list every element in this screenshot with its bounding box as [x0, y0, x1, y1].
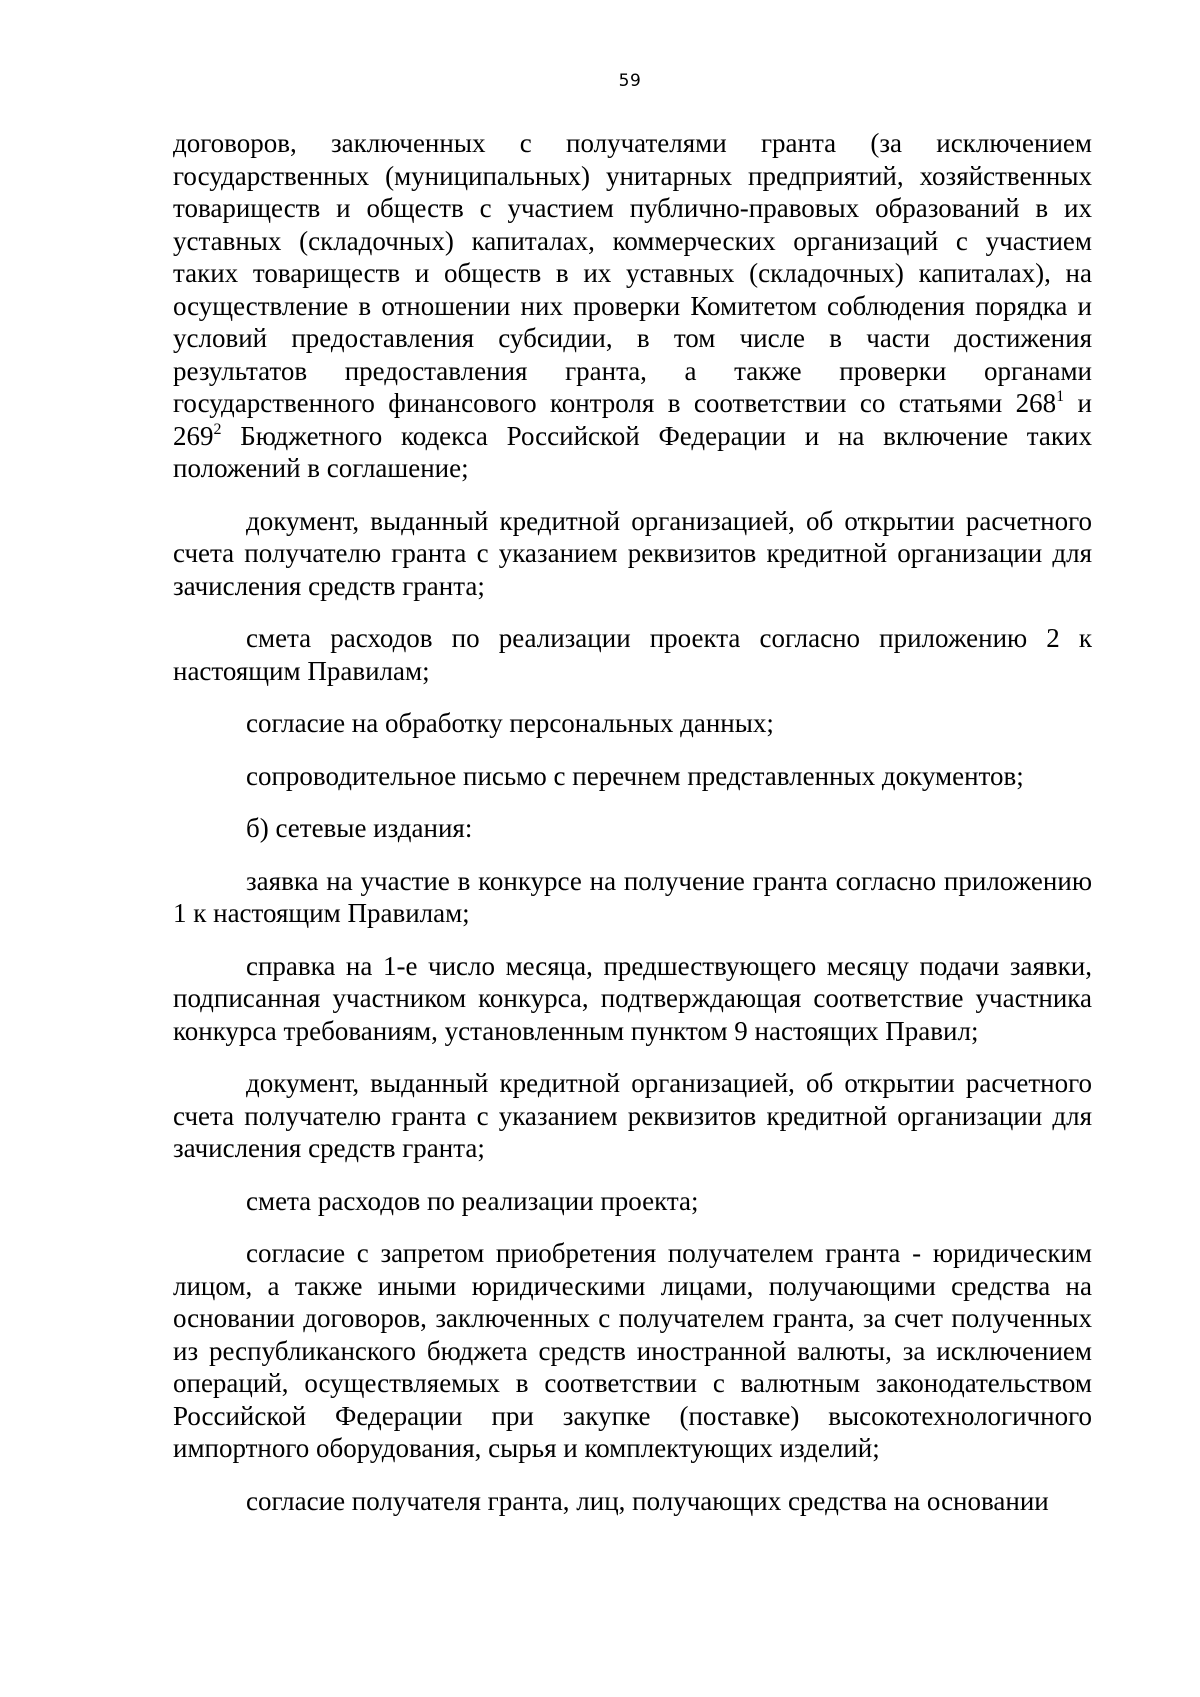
paragraph-bank-document-2: документ, выданный кредитной организацией, об открытии расчетного счета получателю гранта с указанием реквизитов кредитной организации для зачисления средств гранта; — [173, 1068, 1092, 1163]
page-number: 59 — [618, 71, 642, 91]
paragraph-currency-consent: согласие с запретом приобретения получателем гранта - юридическим лицом, а также иными юридическими лицами, получающими средства на основании договоров, заключенных с получателем гранта, за счет полученных из республиканского бюджета средств иностранной валюты, за исключением операций, осуществляемых в соответствии с валютным законодательством Российской Федерации при закупке (поставке) высокотехнологичного импортного оборудования, сырья и комплектующих изделий; — [173, 1238, 1092, 1463]
paragraph-section-heading: б) сетевые издания: — [246, 813, 473, 843]
text-segment: и 269 — [173, 388, 1092, 451]
paragraph-personal-data-consent: согласие на обработку персональных данных; — [246, 708, 774, 738]
text-segment: Бюджетного кодекса Российской Федерации и на включение таких положений в соглашение; — [173, 420, 1092, 483]
paragraph-continuation — [173, 127, 1092, 485]
paragraph-cost-estimate-2: смета расходов по реализации проекта; — [246, 1185, 699, 1216]
paragraph-application: заявка на участие в конкурсе на получение гранта согласно приложению 1 к настоящим Правилам; — [173, 865, 1092, 928]
document-body — [173, 127, 1092, 1517]
text-segment: договоров, заключенных с получателями гранта (за исключением государственных (муниципальных) унитарных предприятий, хозяйственных товариществ и обществ с участием публично-правовых образований в их уставных (складочных) капиталах, коммерческих организаций с участием таких товариществ и обществ в их уставных (складочных) капиталах), на осуществление в отношении них проверки Комитетом соблюдения порядка и условий предоставления субсидии, в том числе в части достижения результатов предоставления гранта, а также проверки органами государственного финансового контроля в соответствии со статьями 268 — [173, 128, 1092, 418]
superscript: 1 — [1056, 388, 1065, 405]
paragraph-recipient-consent: согласие получателя гранта, лиц, получающих средства на основании — [246, 1485, 1049, 1516]
paragraph-cost-estimate: смета расходов по реализации проекта согласно приложению 2 к настоящим Правилам; — [173, 623, 1092, 686]
paragraph-cover-letter: сопроводительное письмо с перечнем представленных документов; — [246, 760, 1024, 791]
superscript: 2 — [213, 420, 222, 438]
paragraph-bank-document: документ, выданный кредитной организацией, об открытии расчетного счета получателю гранта с указанием реквизитов кредитной организации для зачисления средств гранта; — [173, 505, 1092, 601]
paragraph-certificate: справка на 1-е число месяца, предшествующего месяцу подачи заявки, подписанная участником конкурса, подтверждающая соответствие участника конкурса требованиям, установленным пунктом 9 настоящих Правил; — [173, 950, 1092, 1046]
